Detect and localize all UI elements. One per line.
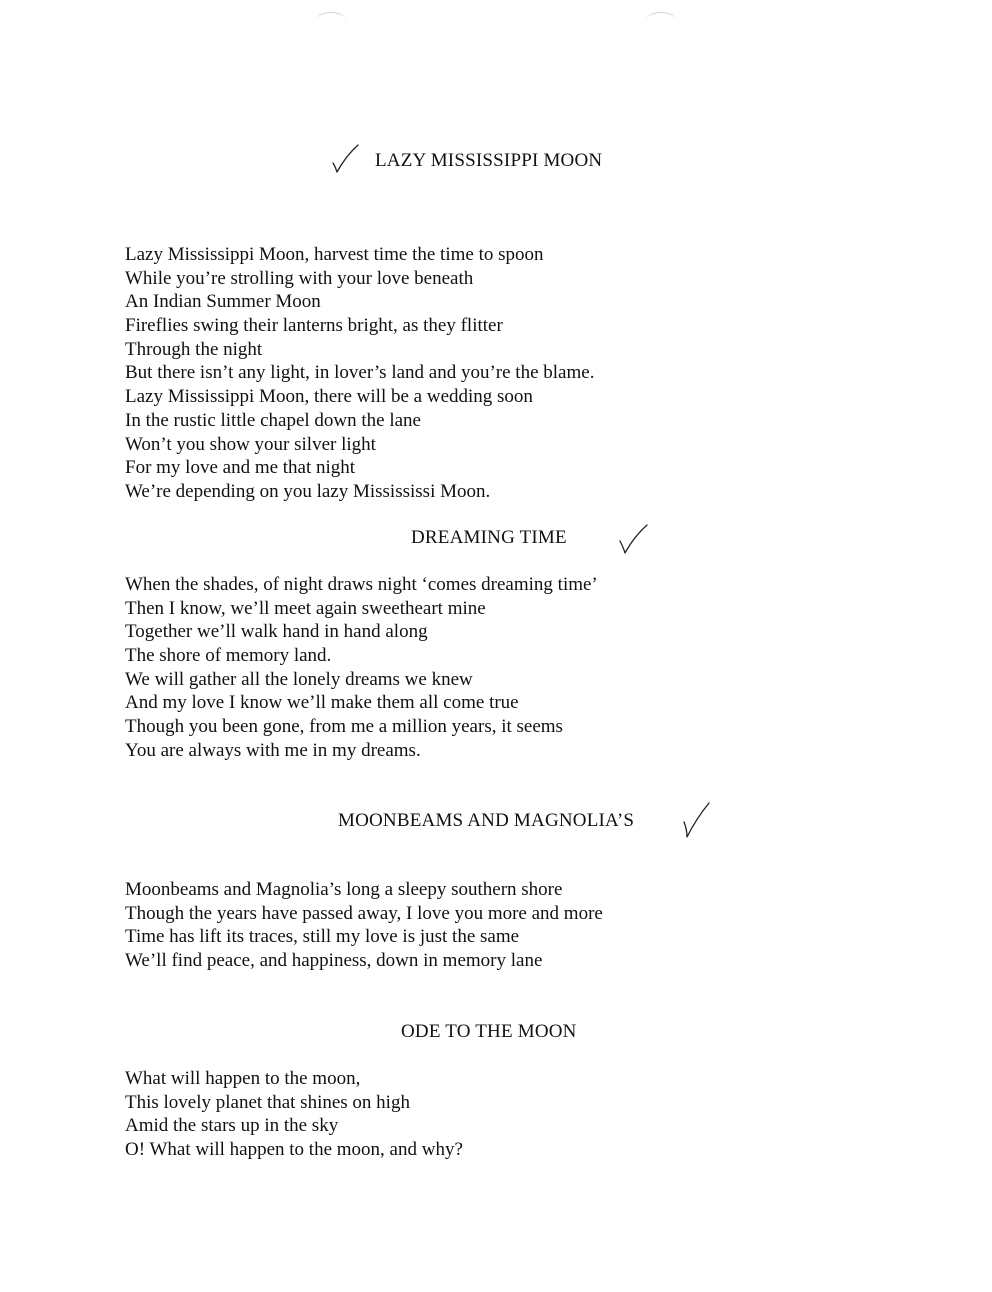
punch-hole-left	[316, 12, 346, 29]
lyric-line: Then I know, we’ll meet again sweetheart mine	[125, 597, 486, 619]
lyric-line: And my love I know we’ll make them all come true	[125, 692, 519, 714]
lyric-line: You are always with me in my dreams.	[125, 739, 421, 761]
lyric-line: Through the night	[125, 338, 263, 360]
lyric-line: Amid the stars up in the sky	[125, 1115, 339, 1137]
lyric-line: Moonbeams and Magnolia’s long a sleepy southern shore	[125, 879, 563, 900]
song-lyrics-ode-to-the-moon	[125, 1067, 463, 1162]
lyric-line: While you’re strolling with your love beneath	[125, 267, 474, 289]
lyric-line: Time has lift its traces, still my love is just the same	[125, 926, 520, 948]
song-lyrics-dreaming-time	[125, 573, 598, 763]
lyric-line: What will happen to the moon,	[125, 1068, 361, 1089]
song-lyrics-moonbeams-and-magnolias	[125, 878, 603, 973]
lyric-line: Though the years have passed away, I love you more and more	[125, 902, 603, 924]
song-title-ode-to-the-moon: ODE TO THE MOON	[401, 1021, 577, 1042]
song-title-moonbeams-and-magnolias: MOONBEAMS AND MAGNOLIA’S	[338, 810, 635, 831]
lyric-line: Together we’ll walk hand in hand along	[125, 621, 428, 643]
checkmark-icon	[680, 800, 712, 840]
lyric-line: An Indian Summer Moon	[125, 291, 321, 313]
lyric-line: The shore of memory land.	[125, 645, 332, 667]
lyric-line: In the rustic little chapel down the lane	[125, 409, 421, 431]
song-lyrics-lazy-mississippi-moon	[125, 243, 594, 504]
lyric-line: Won’t you show your silver light	[125, 433, 376, 455]
lyric-line: We’ll find peace, and happiness, down in memory lane	[125, 950, 543, 972]
lyric-line: We will gather all the lonely dreams we knew	[125, 668, 473, 690]
lyric-line: Lazy Mississippi Moon, harvest time the time to spoon	[125, 244, 544, 265]
checkmark-icon	[330, 143, 360, 175]
checkmark-icon	[617, 522, 649, 556]
lyric-line: When the shades, of night draws night ‘comes dreaming time’	[125, 574, 598, 595]
lyric-line: Though you been gone, from me a million years, it seems	[125, 716, 563, 738]
lyric-line: For my love and me that night	[125, 457, 356, 479]
song-title-dreaming-time: DREAMING TIME	[411, 527, 567, 548]
lyric-line: Lazy Mississippi Moon, there will be a wedding soon	[125, 386, 533, 408]
lyric-line: We’re depending on you lazy Missississi Moon.	[125, 480, 491, 502]
lyric-line: O! What will happen to the moon, and why?	[125, 1139, 463, 1161]
punch-hole-right	[646, 12, 676, 29]
lyric-line: This lovely planet that shines on high	[125, 1091, 410, 1113]
song-title-lazy-mississippi-moon: LAZY MISSISSIPPI MOON	[375, 150, 603, 171]
lyric-line: Fireflies swing their lanterns bright, as they flitter	[125, 315, 503, 337]
lyric-line: But there isn’t any light, in lover’s land and you’re the blame.	[125, 362, 595, 384]
